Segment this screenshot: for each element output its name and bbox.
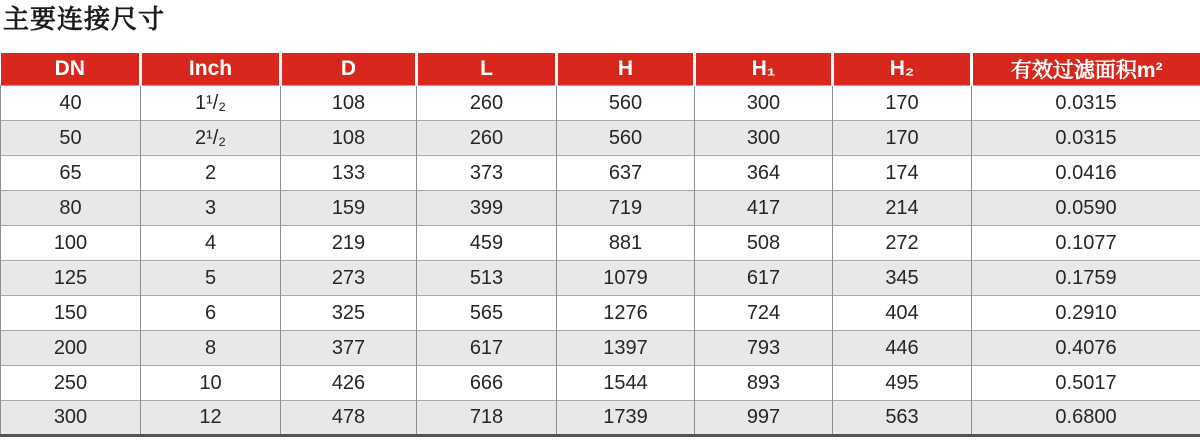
table-header xyxy=(1,53,1200,86)
table-cell: 3 xyxy=(141,191,281,226)
table-row xyxy=(1,331,1200,366)
table-cell: 719 xyxy=(557,191,695,226)
table-cell: 108 xyxy=(281,121,417,156)
table-cell: 1397 xyxy=(557,331,695,366)
table-cell: 170 xyxy=(833,86,972,121)
column-header: H₂ xyxy=(833,53,972,86)
table-cell: 495 xyxy=(833,366,972,401)
table-cell: 300 xyxy=(695,86,833,121)
table-cell: 426 xyxy=(281,366,417,401)
table-cell: 513 xyxy=(417,261,557,296)
table-cell: 881 xyxy=(557,226,695,261)
column-header: H₁ xyxy=(695,53,833,86)
table-cell: 1739 xyxy=(557,401,695,436)
table-cell: 563 xyxy=(833,401,972,436)
table-cell: 272 xyxy=(833,226,972,261)
table-cell: 1¹/₂ xyxy=(141,86,281,121)
table-cell: 364 xyxy=(695,156,833,191)
column-header: Inch xyxy=(141,53,281,86)
table-cell: 565 xyxy=(417,296,557,331)
table-row xyxy=(1,296,1200,331)
table-cell: 4 xyxy=(141,226,281,261)
table-cell: 345 xyxy=(833,261,972,296)
table-cell: 219 xyxy=(281,226,417,261)
table-row xyxy=(1,401,1200,436)
table-cell: 50 xyxy=(1,121,141,156)
header-row xyxy=(1,53,1200,86)
column-header: H xyxy=(557,53,695,86)
table-cell: 273 xyxy=(281,261,417,296)
table-cell: 0.0315 xyxy=(972,86,1200,121)
table-cell: 997 xyxy=(695,401,833,436)
table-cell: 170 xyxy=(833,121,972,156)
table-cell: 560 xyxy=(557,86,695,121)
table-cell: 0.0416 xyxy=(972,156,1200,191)
table-cell: 404 xyxy=(833,296,972,331)
table-cell: 2¹/₂ xyxy=(141,121,281,156)
table-cell: 125 xyxy=(1,261,141,296)
table-row xyxy=(1,156,1200,191)
table-cell: 10 xyxy=(141,366,281,401)
table-cell: 793 xyxy=(695,331,833,366)
table-cell: 250 xyxy=(1,366,141,401)
table-row xyxy=(1,121,1200,156)
table-cell: 1276 xyxy=(557,296,695,331)
table-cell: 0.6800 xyxy=(972,401,1200,436)
table-cell: 617 xyxy=(695,261,833,296)
table-cell: 0.1759 xyxy=(972,261,1200,296)
table-cell: 637 xyxy=(557,156,695,191)
table-cell: 108 xyxy=(281,86,417,121)
table-cell: 300 xyxy=(1,401,141,436)
table-cell: 0.0590 xyxy=(972,191,1200,226)
table-cell: 478 xyxy=(281,401,417,436)
table-cell: 12 xyxy=(141,401,281,436)
table-cell: 1079 xyxy=(557,261,695,296)
table-cell: 560 xyxy=(557,121,695,156)
table-cell: 40 xyxy=(1,86,141,121)
table-cell: 373 xyxy=(417,156,557,191)
table-cell: 617 xyxy=(417,331,557,366)
table-body xyxy=(1,86,1200,436)
table-cell: 0.4076 xyxy=(972,331,1200,366)
table-cell: 446 xyxy=(833,331,972,366)
table-cell: 1544 xyxy=(557,366,695,401)
table-cell: 100 xyxy=(1,226,141,261)
dimensions-table xyxy=(0,53,1200,438)
table-cell: 0.1077 xyxy=(972,226,1200,261)
table-cell: 150 xyxy=(1,296,141,331)
table-cell: 174 xyxy=(833,156,972,191)
table-cell: 893 xyxy=(695,366,833,401)
table-cell: 5 xyxy=(141,261,281,296)
table-cell: 0.5017 xyxy=(972,366,1200,401)
table-cell: 2 xyxy=(141,156,281,191)
table-cell: 718 xyxy=(417,401,557,436)
table-row xyxy=(1,86,1200,121)
table-cell: 377 xyxy=(281,331,417,366)
table-cell: 666 xyxy=(417,366,557,401)
table-cell: 325 xyxy=(281,296,417,331)
table-cell: 260 xyxy=(417,121,557,156)
table-cell: 459 xyxy=(417,226,557,261)
page-title: 主要连接尺寸 xyxy=(3,4,166,34)
column-header: D xyxy=(281,53,417,86)
table-cell: 260 xyxy=(417,86,557,121)
table-cell: 8 xyxy=(141,331,281,366)
column-header: 有效过滤面积m² xyxy=(972,53,1200,86)
table-row xyxy=(1,191,1200,226)
table-cell: 214 xyxy=(833,191,972,226)
table-cell: 65 xyxy=(1,156,141,191)
table-cell: 508 xyxy=(695,226,833,261)
table-row xyxy=(1,261,1200,296)
table-cell: 159 xyxy=(281,191,417,226)
table-row xyxy=(1,366,1200,401)
column-header: DN xyxy=(1,53,141,86)
table-cell: 200 xyxy=(1,331,141,366)
table-cell: 417 xyxy=(695,191,833,226)
table-cell: 6 xyxy=(141,296,281,331)
table-row xyxy=(1,226,1200,261)
table-cell: 724 xyxy=(695,296,833,331)
column-header: L xyxy=(417,53,557,86)
table-cell: 300 xyxy=(695,121,833,156)
table-cell: 0.2910 xyxy=(972,296,1200,331)
table-cell: 133 xyxy=(281,156,417,191)
table-cell: 0.0315 xyxy=(972,121,1200,156)
table-cell: 399 xyxy=(417,191,557,226)
table-cell: 80 xyxy=(1,191,141,226)
